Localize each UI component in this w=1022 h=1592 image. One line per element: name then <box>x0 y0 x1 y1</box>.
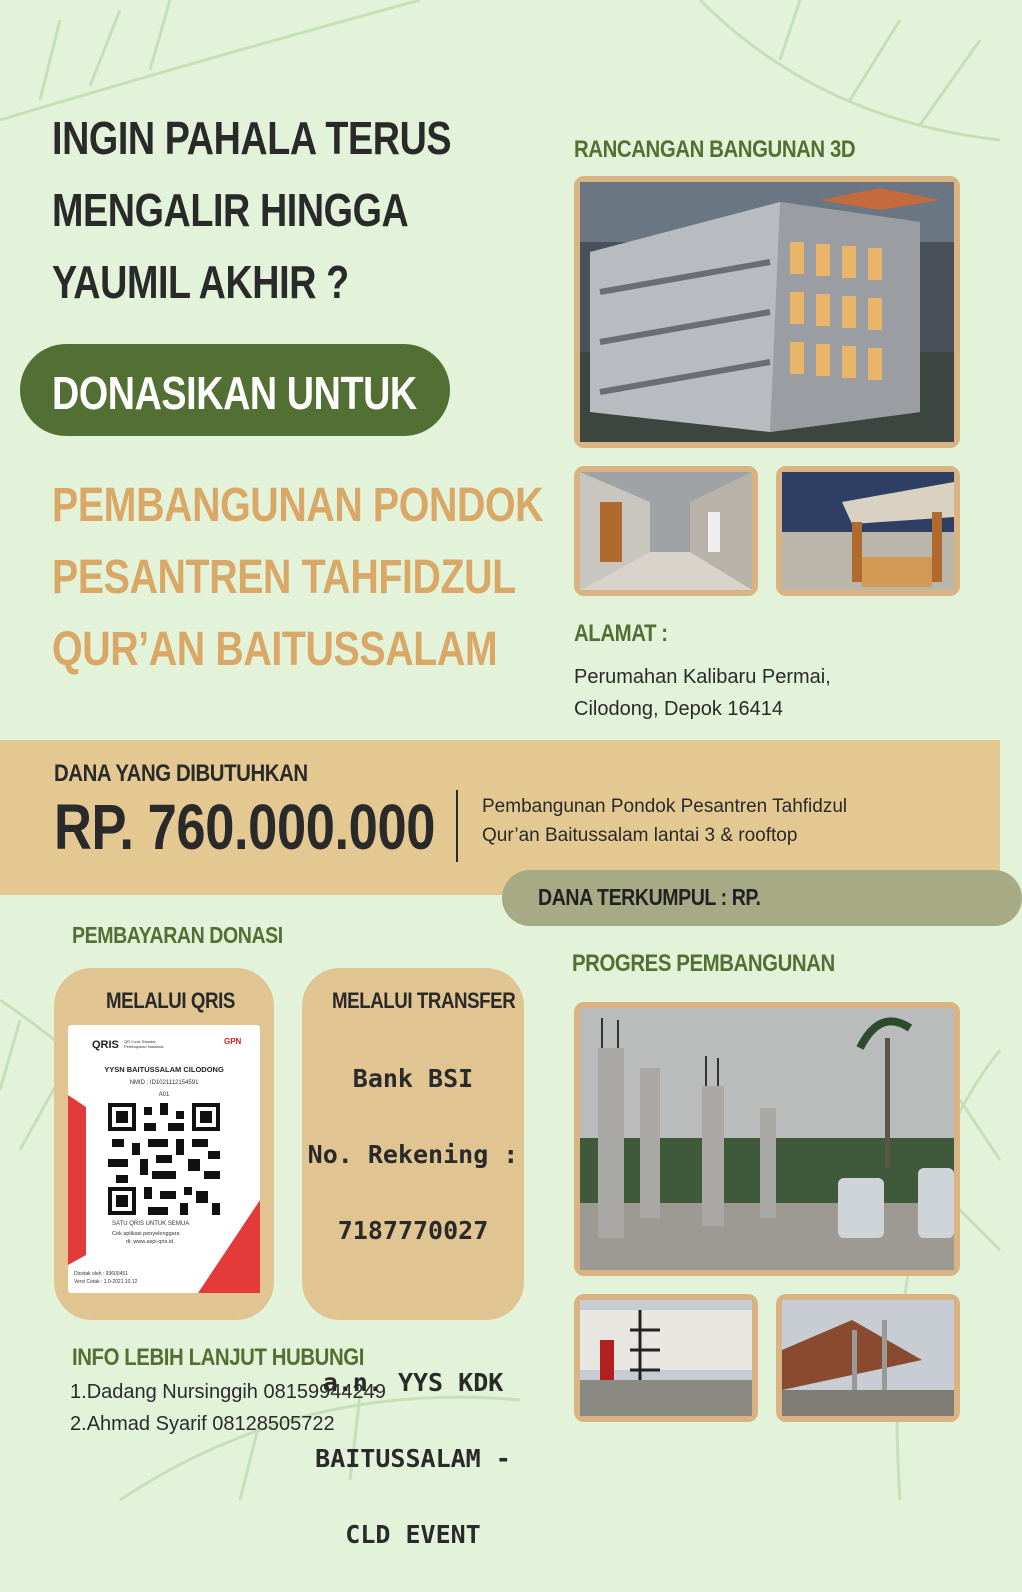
building-render-image <box>580 182 954 442</box>
account-number[interactable]: 7187770027 <box>337 1216 489 1245</box>
transfer-details <box>302 1022 524 1592</box>
purpose-line: Pembangunan Pondok Pesantren Tahfidzul <box>482 796 848 817</box>
headline-line: MENGALIR HINGGA <box>52 184 409 236</box>
qris-logo: QRIS <box>92 1039 119 1051</box>
contact-name-phone: Dadang Nursinggih 08159944249 <box>86 1381 386 1403</box>
qris-code-card[interactable] <box>68 1025 260 1293</box>
rooftop-render-image <box>782 472 954 590</box>
construction-photo-stairs <box>574 1294 758 1422</box>
corridor-render <box>574 466 758 596</box>
bank-name: Bank BSI <box>352 1064 474 1093</box>
account-holder-line: a.n. YYS KDK <box>322 1368 504 1397</box>
divider <box>456 790 458 862</box>
rooftop-render <box>776 466 960 596</box>
contact-item[interactable] <box>70 1381 386 1404</box>
account-holder-line: CLD EVENT <box>345 1520 481 1549</box>
building-3d-render <box>574 176 960 448</box>
funding-amount: RP. 760.000.000 <box>54 791 435 863</box>
qris-url: di: www.aspi-qris.id <box>126 1239 174 1245</box>
construction-photo-roof <box>776 1294 960 1422</box>
design-title: RANCANGAN BANGUNAN 3D <box>574 136 856 163</box>
qr-code-icon <box>108 1103 220 1215</box>
gpn-logo: GPN <box>224 1037 242 1046</box>
spacer <box>302 1288 524 1326</box>
list-number: 2. <box>70 1413 87 1435</box>
qris-slogan: SATU QRIS UNTUK SEMUA <box>112 1221 190 1227</box>
address-label: ALAMAT : <box>574 620 668 647</box>
project-title-line: PESANTREN TAHFIDZUL <box>52 551 516 604</box>
funding-purpose <box>482 792 847 850</box>
qris-nmid: NMID : ID1021112154591 <box>129 1080 199 1086</box>
progress-title: PROGRES PEMBANGUNAN <box>572 950 835 977</box>
corridor-render-image <box>580 472 752 590</box>
project-title <box>52 470 543 686</box>
stairs-photo-image <box>580 1300 752 1416</box>
project-title-line: QUR’AN BAITUSSALAM <box>52 623 498 676</box>
qris-merchant: YYSN BAITUSSALAM CILODONG <box>104 1065 224 1074</box>
headline-line: INGIN PAHALA TERUS <box>52 112 452 164</box>
construction-photo <box>574 1002 960 1276</box>
construction-photo-image <box>580 1008 954 1270</box>
roof-photo-image <box>782 1300 954 1416</box>
account-holder-line: BAITUSSALAM - <box>315 1444 511 1473</box>
contact-name-phone: Ahmad Syarif 08128505722 <box>86 1413 335 1435</box>
headline <box>52 102 451 318</box>
qris-check-text: Cek aplikasi penyelenggara <box>112 1231 180 1237</box>
qris-title: MELALUI QRIS <box>106 988 235 1013</box>
payment-title: PEMBAYARAN DONASI <box>72 922 283 948</box>
qris-logo-subtitle: QR Code Standar Pembayaran Nasional <box>124 1039 164 1049</box>
headline-line: YAUMIL AKHIR ? <box>52 256 349 308</box>
funding-label: DANA YANG DIBUTUHKAN <box>54 760 308 787</box>
list-number: 1. <box>70 1381 87 1403</box>
purpose-line: Qur’an Baitussalam lantai 3 & rooftop <box>482 825 798 846</box>
project-title-line: PEMBANGUNAN PONDOK <box>52 479 544 532</box>
contact-title: INFO LEBIH LANJUT HUBUNGI <box>72 1344 364 1371</box>
address-line: Perumahan Kalibaru Permai, <box>574 666 831 688</box>
qris-terminal: A01 <box>158 1092 170 1098</box>
funds-collected: DANA TERKUMPUL : RP. <box>538 884 761 910</box>
donate-label: DONASIKAN UNTUK <box>52 367 417 419</box>
address-line: Cilodong, Depok 16414 <box>574 698 784 720</box>
qris-printed-by: Dicetak oleh : 93600451 <box>74 1271 128 1277</box>
account-label: No. Rekening : <box>307 1140 519 1169</box>
transfer-title: MELALUI TRANSFER <box>332 988 516 1013</box>
address-text <box>574 661 831 725</box>
contact-item[interactable] <box>70 1413 335 1436</box>
qris-version: Versi Cetak : 1.0-2021.10.12 <box>74 1279 138 1285</box>
